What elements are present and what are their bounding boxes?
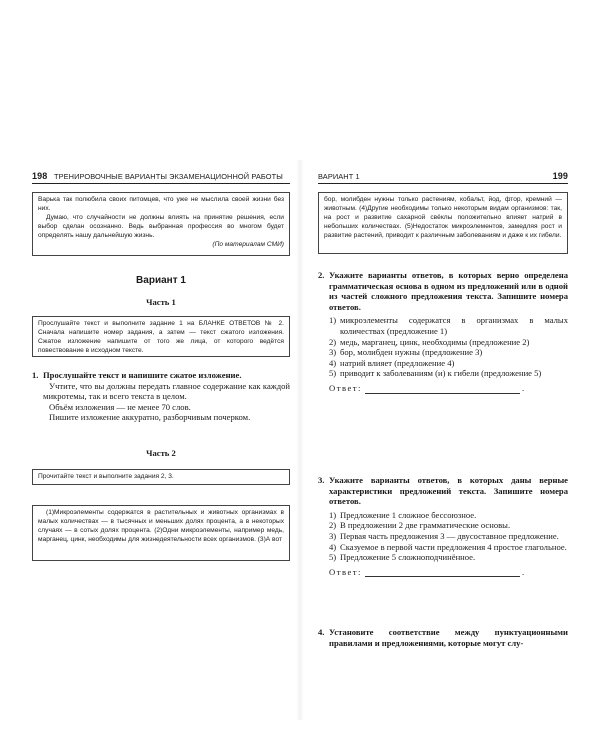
task-text: Установите соответствие между пунктуационными правилами и предложениями, которые могут слу- xyxy=(329,627,568,648)
option-text: Предложение 1 сложное бессоюзное. xyxy=(340,509,477,520)
part2-instructions-box xyxy=(32,469,290,485)
running-title: ТРЕНИРОВОЧНЫЕ ВАРИАНТЫ ЭКЗАМЕНАЦИОННОЙ РАБОТЫ xyxy=(54,172,283,181)
source-text-continuation-box xyxy=(318,192,568,254)
task-text: Учтите, что вы должны передать главное содержание как каждой микротемы, так и всего текста в целом. xyxy=(43,380,290,402)
option-item xyxy=(329,542,568,553)
option-item xyxy=(329,531,568,542)
option-text: натрий влияет (предложение 4) xyxy=(340,357,455,368)
answer-field[interactable] xyxy=(329,567,568,578)
answer-line[interactable] xyxy=(365,569,520,577)
part2-title: Часть 2 xyxy=(146,448,176,458)
task-4 xyxy=(318,627,568,648)
task-3 xyxy=(318,475,568,577)
task-text: Объём изложения — не менее 70 слов. xyxy=(49,401,191,412)
answer-end: . xyxy=(521,382,525,393)
option-text: приводит к заболеваниям (и) к гибели (предложение 5) xyxy=(340,368,542,379)
option-item xyxy=(329,358,568,369)
option-text: бор, молибден нужны (предложение 3) xyxy=(340,347,483,358)
part2-instructions: Прочитайте текст и выполните задания 2, 3. xyxy=(38,473,174,480)
option-text: Первая часть предложения 3 — двусоставное предложение. xyxy=(340,530,559,541)
option-number: 2) xyxy=(329,520,337,531)
option-text: Предложение 5 сложноподчинённое. xyxy=(340,552,476,563)
page-number: 199 xyxy=(552,171,568,181)
option-number: 3) xyxy=(329,530,337,541)
running-title: ВАРИАНТ 1 xyxy=(318,172,360,181)
option-item xyxy=(329,315,568,336)
task-text: Укажите варианты ответов, в которых даны верные характеристики предложений текста. Запишите номера ответов. xyxy=(329,475,568,507)
option-item xyxy=(329,552,568,563)
option-text: В предложении 2 две грамматические основы. xyxy=(340,520,511,531)
option-number: 4) xyxy=(329,541,337,552)
answer-label: Ответ: xyxy=(329,382,362,393)
task-number: 3. xyxy=(318,475,325,485)
option-item xyxy=(329,337,568,348)
part1-instructions: Прослушайте текст и выполните задание 1 на БЛАНКЕ ОТВЕТОВ № 2. Сначала напишите номер задания, а затем — текст сжатого изложения. Сжатое изложение напишите от того же лица, от которого ведётся повествование в исходном тексте. xyxy=(38,320,284,354)
option-item xyxy=(329,510,568,521)
option-number: 3) xyxy=(329,347,337,358)
answer-end: . xyxy=(521,566,525,577)
task-number: 4. xyxy=(318,627,325,637)
part1-instructions-box xyxy=(32,316,290,357)
task-number: 1. xyxy=(32,370,39,380)
task-text: Прослушайте текст и напишите сжатое изложение. xyxy=(43,370,242,380)
option-number: 1) xyxy=(329,315,337,326)
task-1 xyxy=(32,370,290,423)
task-text: Пишите изложение аккуратно, разборчивым почерком. xyxy=(49,412,251,423)
answer-label: Ответ: xyxy=(329,566,362,577)
option-number: 5) xyxy=(329,368,337,379)
options-list xyxy=(329,510,568,563)
task-number: 2. xyxy=(318,270,325,280)
task-text: в одном из предложений или в одной из частей сложного предложения текста. Запишите номера ответов. xyxy=(329,280,568,312)
option-text: Сказуемое в первой части предложения 4 простое глагольное. xyxy=(340,541,567,552)
left-page-header xyxy=(32,172,290,184)
option-text: микроэлементы содержатся в организмах в малых количествах (предложение 1) xyxy=(340,315,568,336)
option-text: медь, марганец, цинк, необходимы (предложение 2) xyxy=(340,336,530,347)
part1-title: Часть 1 xyxy=(146,297,176,307)
option-item xyxy=(329,520,568,531)
variant-title: Вариант 1 xyxy=(136,275,186,286)
source-text: бор, молибден нужны только растениям, кобальт, йод, фтор, кремний — животным. (4)Другие необходимы только некоторым видам организмов: так, на рост и развитие сахарной свёклы положительно влияет натрий в небольших количествах. (5)Недостаток микроэлементов, замедляя рост и развитие растений, приводит к различным заболеваниям и даже к их гибели. xyxy=(324,196,562,239)
task-text-emphasis: грамматическая основа xyxy=(329,280,422,291)
option-number: 1) xyxy=(329,509,337,520)
page-number: 198 xyxy=(32,171,48,181)
right-page-header xyxy=(318,172,568,184)
option-item xyxy=(329,368,568,379)
option-number: 5) xyxy=(329,552,337,563)
excerpt-box xyxy=(32,192,290,256)
task-2 xyxy=(318,270,568,394)
task-text: Укажите варианты ответов, в которых верно определена xyxy=(329,270,568,280)
option-item xyxy=(329,347,568,358)
answer-field[interactable] xyxy=(329,383,568,394)
excerpt-source: (По материалам СМИ) xyxy=(212,240,284,248)
option-number: 2) xyxy=(329,336,337,347)
option-number: 4) xyxy=(329,357,337,368)
source-text-box xyxy=(32,505,290,561)
excerpt-paragraph: Варька так полюбила своих питомцев, что уже не мыслила своей жизни без них. xyxy=(38,196,284,212)
source-text: (1)Микроэлементы содержатся в растительных и животных организмах в малых количествах — в тысячных и меньших долях процента, а в некоторых случаях — в сотых долях процента. (2)Одни микроэлементы, например медь, марганец, цинк, необходимы для жизнедеятельности всех организмов. (3)А вот xyxy=(38,509,284,543)
right-page xyxy=(300,0,600,750)
excerpt-paragraph: Думаю, что случайности не должны влиять на принятие решения, если выбор сделан осознанно. Ведь выбранная профессия во многом будет определять нашу дальнейшую жизнь. xyxy=(38,213,284,239)
answer-line[interactable] xyxy=(365,386,520,394)
options-list xyxy=(329,315,568,379)
